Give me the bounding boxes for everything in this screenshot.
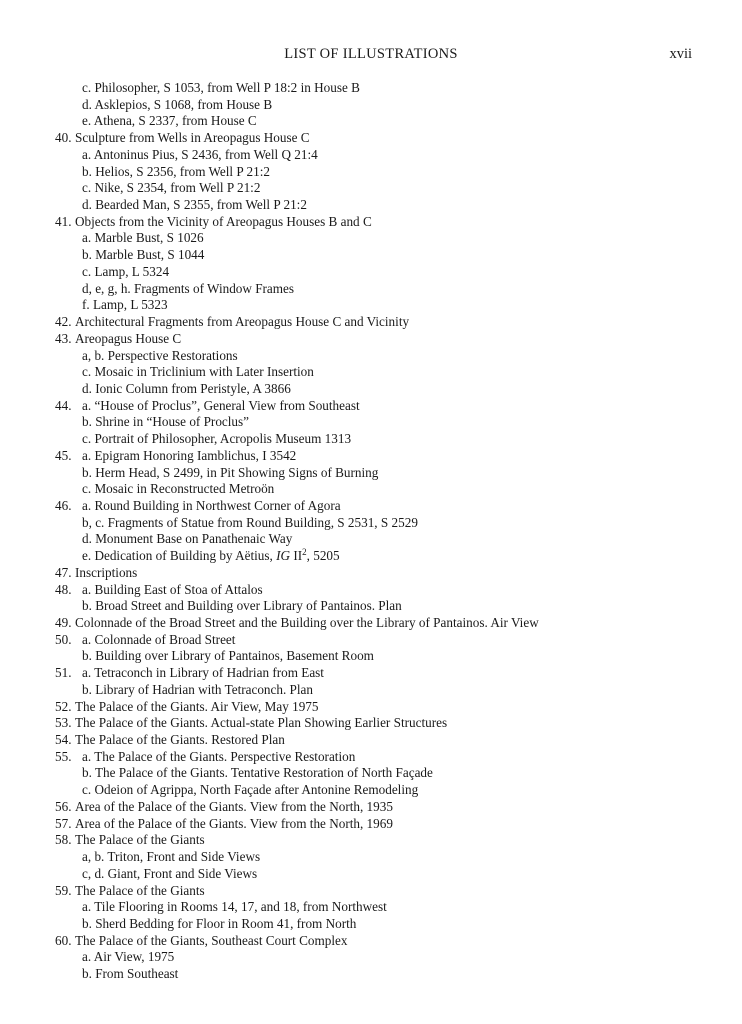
list-subentry — [0, 465, 742, 482]
list-subentry — [0, 431, 742, 448]
entry-text: c. Portrait of Philosopher, Acropolis Museum 1313 — [82, 431, 352, 447]
entry-text: c, d. Giant, Front and Side Views — [82, 865, 258, 881]
list-entry — [0, 715, 742, 732]
list-subentry — [0, 230, 742, 247]
entry-number: 56. — [55, 798, 72, 814]
list-entry — [0, 732, 742, 749]
entry-number: 40. — [55, 130, 72, 146]
list-entry — [0, 130, 742, 147]
list-subentry — [0, 247, 742, 264]
list-subentry — [0, 197, 742, 214]
entry-text: Inscriptions — [75, 564, 138, 580]
list-subentry — [0, 899, 742, 916]
entry-text: a. Colonnade of Broad Street — [82, 631, 236, 647]
entry-text: Sculpture from Wells in Areopagus House C — [75, 130, 310, 146]
list-entry — [0, 665, 742, 682]
entry-text: b. Building over Library of Pantainos, Basement Room — [82, 648, 374, 664]
list-entry — [0, 331, 742, 348]
page-number: xvii — [669, 46, 692, 62]
entry-number: 52. — [55, 698, 72, 714]
entry-number: 47. — [55, 564, 72, 580]
list-subentry — [0, 598, 742, 615]
entry-text: d. Asklepios, S 1068, from House B — [82, 96, 273, 112]
list-entry — [0, 615, 742, 632]
entry-text: c. Odeion of Agrippa, North Façade after Antonine Remodeling — [82, 782, 419, 798]
entry-text: d, e, g, h. Fragments of Window Frames — [82, 280, 295, 296]
list-subentry — [0, 381, 742, 398]
entry-text: b. From Southeast — [82, 966, 179, 982]
entry-text: a. Epigram Honoring Iamblichus, I 3542 — [82, 447, 297, 463]
list-subentry — [0, 481, 742, 498]
entry-text: The Palace of the Giants — [75, 832, 205, 848]
entry-text: d. Ionic Column from Peristyle, A 3866 — [82, 380, 291, 396]
entry-number: 46. — [55, 497, 72, 513]
page-title: LIST OF ILLUSTRATIONS — [284, 46, 458, 62]
list-subentry — [0, 682, 742, 699]
entry-text: Area of the Palace of the Giants. View from the North, 1969 — [75, 815, 393, 831]
list-subentry — [0, 147, 742, 164]
list-subentry — [0, 548, 742, 565]
list-subentry — [0, 80, 742, 97]
list-subentry — [0, 765, 742, 782]
list-entry — [0, 749, 742, 766]
list-entry — [0, 883, 742, 900]
list-subentry — [0, 264, 742, 281]
entry-number: 58. — [55, 832, 72, 848]
entry-text: c. Philosopher, S 1053, from Well P 18:2 in House B — [82, 80, 360, 95]
entry-text: a. Marble Bust, S 1026 — [82, 230, 204, 246]
entry-text: b, c. Fragments of Statue from Round Building, S 2531, S 2529 — [82, 514, 418, 530]
list-entry — [0, 699, 742, 716]
entry-text: c. Mosaic in Triclinium with Later Insertion — [82, 364, 314, 380]
entry-text: The Palace of the Giants. Air View, May 1975 — [75, 698, 319, 714]
entry-number: 42. — [55, 314, 72, 330]
entry-text: e. Athena, S 2337, from House C — [82, 113, 257, 129]
entry-number: 48. — [55, 581, 72, 597]
entry-text: b. Herm Head, S 2499, in Pit Showing Signs of Burning — [82, 464, 379, 480]
list-subentry — [0, 297, 742, 314]
entry-number: 54. — [55, 732, 72, 748]
list-entry — [0, 933, 742, 950]
entry-text: Areopagus House C — [75, 330, 182, 346]
entry-number: 50. — [55, 631, 72, 647]
list-subentry — [0, 916, 742, 933]
list-subentry — [0, 414, 742, 431]
list-entry — [0, 799, 742, 816]
list-entry — [0, 816, 742, 833]
entry-number: 53. — [55, 715, 72, 731]
entry-text: a, b. Perspective Restorations — [82, 347, 238, 363]
list-subentry — [0, 364, 742, 381]
entry-text: The Palace of the Giants. Actual-state Plan Showing Earlier Structures — [75, 715, 448, 731]
list-subentry — [0, 648, 742, 665]
list-entry — [0, 448, 742, 465]
entry-number: 44. — [55, 397, 72, 413]
entry-number: 59. — [55, 882, 72, 898]
list-subentry — [0, 97, 742, 114]
entry-text: c. Mosaic in Reconstructed Metroön — [82, 481, 275, 497]
entry-number: 41. — [55, 213, 72, 229]
entry-text: b. Marble Bust, S 1044 — [82, 247, 205, 263]
entry-number: 55. — [55, 748, 72, 764]
entry-text: a, b. Triton, Front and Side Views — [82, 849, 261, 865]
list-entry — [0, 582, 742, 599]
entry-text: a. Tetraconch in Library of Hadrian from East — [82, 665, 324, 681]
entry-text: Colonnade of the Broad Street and the Building over the Library of Pantainos. Air View — [75, 615, 539, 630]
entry-text: a. Building East of Stoa of Attalos — [82, 581, 263, 597]
entry-text: c. Nike, S 2354, from Well P 21:2 — [82, 180, 261, 196]
list-subentry — [0, 949, 742, 966]
entry-text: d. Monument Base on Panathenaic Way — [82, 531, 293, 547]
list-subentry — [0, 782, 742, 799]
list-subentry — [0, 164, 742, 181]
entry-text: b. Broad Street and Building over Library of Pantainos. Plan — [82, 598, 402, 614]
entry-text: The Palace of the Giants, Southeast Court Complex — [75, 932, 348, 948]
entry-text: b. Shrine in “House of Proclus” — [82, 414, 250, 430]
entry-number: 49. — [55, 615, 72, 630]
list-subentry — [0, 966, 742, 983]
entry-text: a. The Palace of the Giants. Perspective Restoration — [82, 748, 356, 764]
entry-text: The Palace of the Giants — [75, 882, 205, 898]
list-subentry — [0, 180, 742, 197]
list-entry — [0, 214, 742, 231]
entry-number: 60. — [55, 932, 72, 948]
list-subentry — [0, 531, 742, 548]
entry-text: a. Air View, 1975 — [82, 949, 175, 965]
entry-text: c. Lamp, L 5324 — [82, 263, 170, 279]
entry-number: 51. — [55, 665, 72, 681]
list-subentry — [0, 866, 742, 883]
entry-text: a. Round Building in Northwest Corner of Agora — [82, 497, 341, 513]
entry-text: a. Tile Flooring in Rooms 14, 17, and 18, from Northwest — [82, 899, 387, 915]
entry-number: 45. — [55, 447, 72, 463]
list-entry — [0, 632, 742, 649]
entry-text: b. Sherd Bedding for Floor in Room 41, from North — [82, 915, 357, 931]
entry-text: a. “House of Proclus”, General View from Southeast — [82, 397, 360, 413]
entry-text: f. Lamp, L 5323 — [82, 297, 168, 313]
entry-text: b. The Palace of the Giants. Tentative Restoration of North Façade — [82, 765, 433, 781]
list-entry — [0, 314, 742, 331]
entry-text: The Palace of the Giants. Restored Plan — [75, 732, 285, 748]
list-subentry — [0, 348, 742, 365]
entry-text: Architectural Fragments from Areopagus House C and Vicinity — [75, 314, 410, 330]
entry-text: b. Library of Hadrian with Tetraconch. Plan — [82, 681, 314, 697]
entry-text: a. Antoninus Pius, S 2436, from Well Q 21:4 — [82, 146, 318, 162]
list-entry — [0, 565, 742, 582]
entry-text: e. Dedication of Building by Aëtius, IG $II^2$, 5205 — [82, 547, 340, 564]
entry-number: 57. — [55, 815, 72, 831]
list-subentry — [0, 849, 742, 866]
list-subentry — [0, 113, 742, 130]
entry-number: 43. — [55, 330, 72, 346]
list-subentry — [0, 515, 742, 532]
entry-text: Objects from the Vicinity of Areopagus Houses B and C — [75, 213, 372, 229]
list-entry — [0, 832, 742, 849]
list-subentry — [0, 281, 742, 298]
entry-text: Area of the Palace of the Giants. View from the North, 1935 — [75, 798, 393, 814]
list-entry — [0, 498, 742, 515]
list-entry — [0, 398, 742, 415]
illustration-list — [0, 80, 742, 983]
entry-text: b. Helios, S 2356, from Well P 21:2 — [82, 163, 270, 179]
entry-text: d. Bearded Man, S 2355, from Well P 21:2 — [82, 197, 307, 213]
